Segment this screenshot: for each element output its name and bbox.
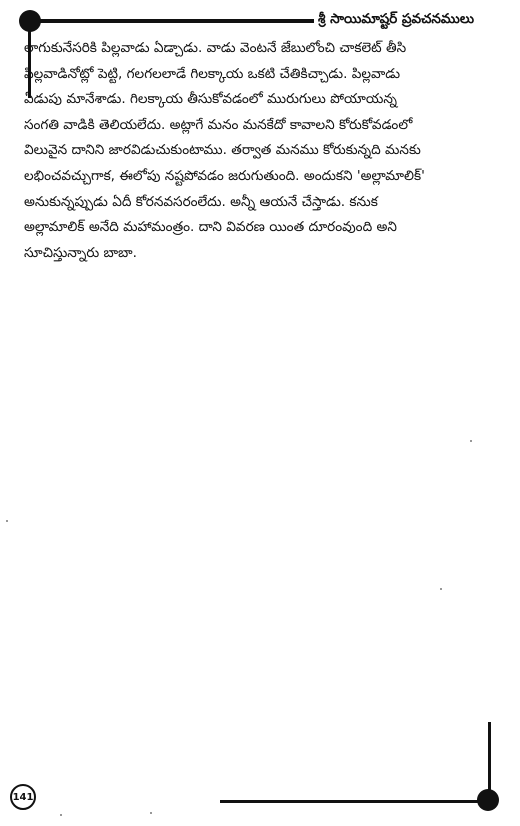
page-number-badge: 141 — [10, 784, 36, 810]
text-line: పిల్లవాడినోట్లో పెట్టి, గలగలలాడే గిలక్కాయ ఒకటి చేతికిచ్చాడు. పిల్లవాడు — [24, 65, 401, 82]
bottom-ornament-rule — [220, 800, 490, 803]
text-line: లభించవచ్చుగాక, ఈలోపు నష్టపోవడం జరుగుతుంది. అందుకని 'అల్లామాలిక్' — [24, 167, 425, 184]
text-line: ఏడుపు మానేశాడు. గిలక్కాయ తీసుకోవడంలో మురుగులు పోయాయన్న — [24, 91, 397, 108]
scan-speck — [60, 814, 62, 816]
text-line: లాగుకునేసరికి పిల్లవాడు ఏడ్చాడు. వాడు వెంటనే జేబులోంచి చాకలెట్ తీసి — [24, 40, 407, 56]
scan-speck — [440, 588, 442, 590]
text-line: అనుకున్నప్పుడు ఏదీ కోరనవసరంలేదు. అన్నీ ఆయనే చేస్తాడు. కనుక — [24, 193, 378, 210]
scan-speck — [6, 520, 8, 522]
scan-speck — [470, 440, 472, 442]
running-header-title: శ్రీ సాయిమాష్టర్ ప్రవచనములు — [318, 11, 475, 27]
text-line: సంగతి వాడికి తెలియలేదు. అట్లాగే మనం మనకేదో కావాలని కోరుకోవడంలో — [24, 116, 413, 133]
text-line: విలువైన దానిని జారవిడుచుకుంటాము. తర్వాత మనము కోరుకున్నది మనకు — [24, 142, 421, 159]
body-paragraph — [24, 36, 510, 266]
text-line: అల్లామాలిక్ అనేది మహామంత్రం. దాని వివరణ యింత దూరంవుంది అని — [24, 219, 397, 236]
scan-speck — [150, 812, 152, 814]
bottom-ornament-dot — [477, 789, 499, 811]
top-ornament-rule — [30, 19, 314, 23]
text-line: సూచిస్తున్నారు బాబా. — [24, 244, 137, 261]
